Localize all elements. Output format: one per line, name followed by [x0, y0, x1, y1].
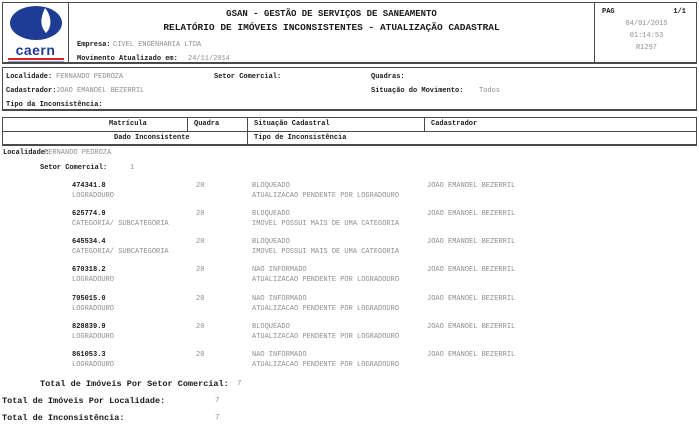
- record-cadastrador: JOAO EMANOEL BEZERRIL: [427, 182, 516, 190]
- pag-label: PAG: [602, 8, 615, 16]
- total-localidade-value: 7: [215, 397, 220, 405]
- body-setor-value: 1: [130, 164, 135, 172]
- record-row: [0, 351, 699, 373]
- total-inconsistencia-label: Total de Inconsistência:: [2, 413, 125, 423]
- record-quadra: 20: [196, 323, 205, 331]
- filter-cadastrador-value: JOAO EMANOEL BEZERRIL: [56, 87, 145, 95]
- report-title: RELATÓRIO DE IMÓVEIS INCONSISTENTES - ATUALIZAÇÃO CADASTRAL: [163, 22, 500, 33]
- record-dado: LOGRADOURO: [72, 305, 115, 313]
- record-situacao: NAO INFORMADO: [252, 266, 307, 274]
- record-dado: LOGRADOURO: [72, 192, 115, 200]
- record-dado: LOGRADOURO: [72, 361, 115, 369]
- record-tipo: IMOVEL POSSUI MAIS DE UMA CATEGORIA: [252, 248, 400, 256]
- record-dado: CATEGORIA/ SUBCATEGORIA: [72, 248, 169, 256]
- total-inconsistencia-value: 7: [215, 414, 220, 422]
- record-tipo: ATUALIZACAO PENDENTE POR LOGRADOURO: [252, 192, 400, 200]
- record-dado: LOGRADOURO: [72, 333, 115, 341]
- col-situacao: Situação Cadastral: [248, 118, 425, 131]
- record-quadra: 20: [196, 266, 205, 274]
- record-matricula: 645534.4: [72, 238, 106, 246]
- movimento-label: Movimento Atualizado em:: [77, 55, 178, 63]
- filter-localidade-value: FERNANDO PEDROZA: [56, 73, 124, 81]
- body-setor-label: Setor Comercial:: [40, 164, 108, 172]
- caern-wordmark: caern: [15, 42, 56, 58]
- record-situacao: NAO INFORMADO: [252, 351, 307, 359]
- total-setor-value: 7: [237, 380, 242, 388]
- filter-localidade-label: Localidade:: [6, 73, 53, 81]
- record-row: [0, 323, 699, 345]
- record-matricula: 474341.8: [72, 182, 106, 190]
- record-row: [0, 210, 699, 232]
- col-cadastrador: Cadastrador: [431, 120, 478, 128]
- record-matricula: 828839.9: [72, 323, 106, 331]
- filter-summary-box: [2, 67, 697, 111]
- caern-logo-icon: [8, 5, 64, 44]
- record-situacao: BLOQUEADO: [252, 238, 290, 246]
- record-situacao: BLOQUEADO: [252, 210, 290, 218]
- record-matricula: 670318.2: [72, 266, 106, 274]
- record-matricula: 705015.0: [72, 295, 106, 303]
- empresa-label: Empresa:: [77, 41, 111, 49]
- caern-logo: [3, 3, 69, 62]
- record-quadra: 20: [196, 182, 205, 190]
- filter-tipo-label: Tipo da Inconsistência:: [6, 101, 103, 109]
- filter-situacao-label: Situação do Movimento:: [371, 87, 464, 95]
- report-date: 04/01/2015: [625, 20, 668, 28]
- record-quadra: 20: [196, 351, 205, 359]
- record-cadastrador: JOAO EMANOEL BEZERRIL: [427, 323, 516, 331]
- record-tipo: IMOVEL POSSUI MAIS DE UMA CATEGORIA: [252, 220, 400, 228]
- table-header: [2, 117, 697, 146]
- header-titles: [69, 3, 594, 62]
- record-cadastrador: JOAO EMANOEL BEZERRIL: [427, 238, 516, 246]
- logo-red-underline: [8, 58, 64, 60]
- page-info-box: [594, 3, 698, 62]
- report-time: 01:14:53: [629, 32, 664, 40]
- col-tipo-inconsistencia: Tipo de Inconsistência: [254, 134, 347, 142]
- page-number: 1/1: [673, 8, 686, 16]
- record-cadastrador: JOAO EMANOEL BEZERRIL: [427, 210, 516, 218]
- empresa-value: CIVEL ENGENHARIA LTDA: [113, 41, 202, 49]
- record-tipo: ATUALIZACAO PENDENTE POR LOGRADOURO: [252, 333, 400, 341]
- col-quadra: Quadra: [188, 118, 248, 131]
- filter-situacao-value: Todos: [479, 87, 501, 95]
- record-situacao: NAO INFORMADO: [252, 295, 307, 303]
- body-localidade-label: Localidade:: [3, 149, 50, 157]
- record-matricula: 625774.9: [72, 210, 106, 218]
- record-situacao: BLOQUEADO: [252, 323, 290, 331]
- report-header: [2, 2, 697, 64]
- record-row: [0, 182, 699, 204]
- filter-cadastrador-label: Cadastrador:: [6, 87, 57, 95]
- system-title: GSAN - GESTÃO DE SERVIÇOS DE SANEAMENTO: [226, 9, 437, 19]
- record-quadra: 20: [196, 295, 205, 303]
- record-cadastrador: JOAO EMANOEL BEZERRIL: [427, 295, 516, 303]
- record-row: [0, 295, 699, 317]
- record-tipo: ATUALIZACAO PENDENTE POR LOGRADOURO: [252, 305, 400, 313]
- record-matricula: 861053.3: [72, 351, 106, 359]
- record-dado: CATEGORIA/ SUBCATEGORIA: [72, 220, 169, 228]
- col-dado-inconsistente: Dado Inconsistente: [3, 132, 248, 145]
- record-row: [0, 266, 699, 288]
- col-matricula: Matrícula: [3, 118, 188, 131]
- table-header-row-1: [3, 118, 696, 132]
- table-header-row-2: [3, 132, 696, 145]
- record-tipo: ATUALIZACAO PENDENTE POR LOGRADOURO: [252, 276, 400, 284]
- total-setor-label: Total de Imóveis Por Setor Comercial:: [40, 379, 229, 389]
- filter-quadras-label: Quadras:: [371, 73, 405, 81]
- record-cadastrador: JOAO EMANOEL BEZERRIL: [427, 351, 516, 359]
- record-cadastrador: JOAO EMANOEL BEZERRIL: [427, 266, 516, 274]
- record-quadra: 20: [196, 238, 205, 246]
- record-tipo: ATUALIZACAO PENDENTE POR LOGRADOURO: [252, 361, 400, 369]
- total-localidade-label: Total de Imóveis Por Localidade:: [2, 396, 166, 406]
- filter-setor-label: Setor Comercial:: [214, 73, 282, 81]
- record-quadra: 20: [196, 210, 205, 218]
- logo-subtext-strip: [8, 61, 64, 63]
- record-dado: LOGRADOURO: [72, 276, 115, 284]
- movimento-value: 24/11/2014: [188, 55, 231, 63]
- record-situacao: BLOQUEADO: [252, 182, 290, 190]
- record-row: [0, 238, 699, 260]
- body-localidade-value: FERNANDO PEDROZA: [44, 149, 112, 157]
- report-code: R1297: [635, 44, 657, 52]
